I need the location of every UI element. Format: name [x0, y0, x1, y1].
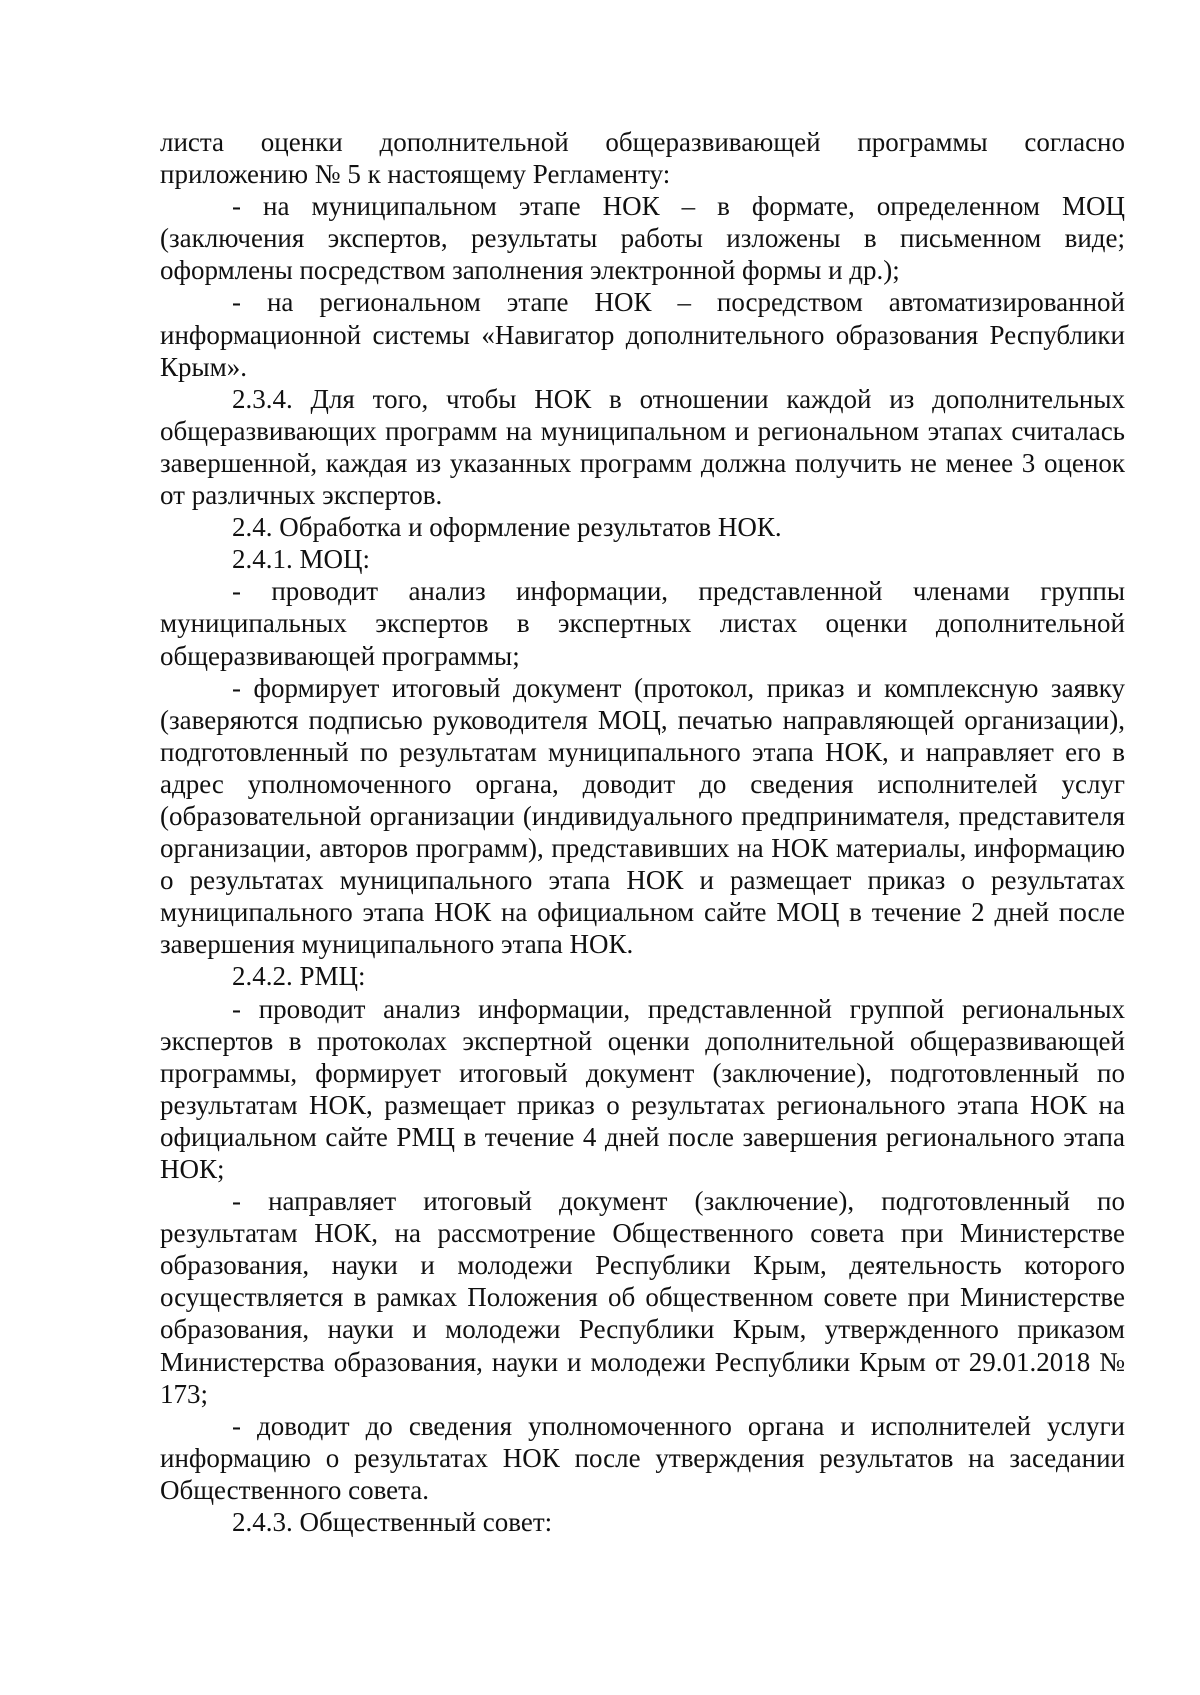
- paragraph-municipal-stage-format: - на муниципальном этапе НОК – в формате, определенном МОЦ (заключения экспертов, результаты работы изложены в письменном виде; оформлены посредством заполнения электронной формы и др.);: [160, 191, 1125, 286]
- paragraph-regional-stage-navigator: - на региональном этапе НОК – посредством автоматизированной информационной системы «Навигатор дополнительного образования Республики Крым».: [160, 287, 1125, 382]
- paragraph-evaluation-sheet: листа оценки дополнительной общеразвивающей программы согласно приложению № 5 к настоящему Регламенту:: [160, 127, 1125, 190]
- paragraph-rmc-inform-results: - доводит до сведения уполномоченного органа и исполнителей услуги информацию о результатах НОК после утверждения результатов на заседании Общественного совета.: [160, 1410, 1125, 1505]
- heading-2-4-1: 2.4.1. МОЦ:: [232, 544, 371, 575]
- document-body: [160, 126, 1125, 1538]
- paragraph-rmc-analysis: - проводит анализ информации, представленной группой региональных экспертов в протоколах экспертной оценки дополнительной общеразвивающей программы, формирует итоговый документ (заключение), подготовленный по результатам НОК, размещает приказ о результатах регионального этапа НОК на официальном сайте РМЦ в течение 4 дней после завершения регионального этапа НОК;: [160, 993, 1125, 1184]
- heading-2-4: 2.4. Обработка и оформление результатов НОК.: [232, 512, 782, 543]
- paragraph-2-3-4: 2.3.4. Для того, чтобы НОК в отношении каждой из дополнительных общеразвивающих программ на муниципальном и региональном этапах считалась завершенной, каждая из указанных программ должна получить не менее 3 оценок от различных экспертов.: [160, 383, 1125, 511]
- paragraph-moc-analysis: - проводит анализ информации, представленной членами группы муниципальных экспертов в экспертных листах оценки дополнительной общеразвивающей программы;: [160, 576, 1125, 671]
- paragraph-rmc-send-to-council: - направляет итоговый документ (заключение), подготовленный по результатам НОК, на рассмотрение Общественного совета при Министерстве образования, науки и молодежи Республики Крым, деятельность которого осуществляется в рамках Положения об общественном совете при Министерстве образования, науки и молодежи Республики Крым, утвержденного приказом Министерства образования, науки и молодежи Республики Крым от 29.01.2018 № 173;: [160, 1186, 1125, 1409]
- heading-2-4-2: 2.4.2. РМЦ:: [232, 961, 366, 992]
- paragraph-moc-final-document: - формирует итоговый документ (протокол, приказ и комплексную заявку (заверяются подписью руководителя МОЦ, печатью направляющей организации), подготовленный по результатам муниципального этапа НОК, и направляет его в адрес уполномоченного органа, доводит до сведения исполнителей услуг (образовательной организации (индивидуального предпринимателя, представителя организации, авторов программ), представивших на НОК материалы, информацию о результатах муниципального этапа НОК и размещает приказ о результатах муниципального этапа НОК на официальном сайте МОЦ в течение 2 дней после завершения муниципального этапа НОК.: [160, 672, 1125, 960]
- heading-2-4-3: 2.4.3. Общественный совет:: [232, 1507, 553, 1538]
